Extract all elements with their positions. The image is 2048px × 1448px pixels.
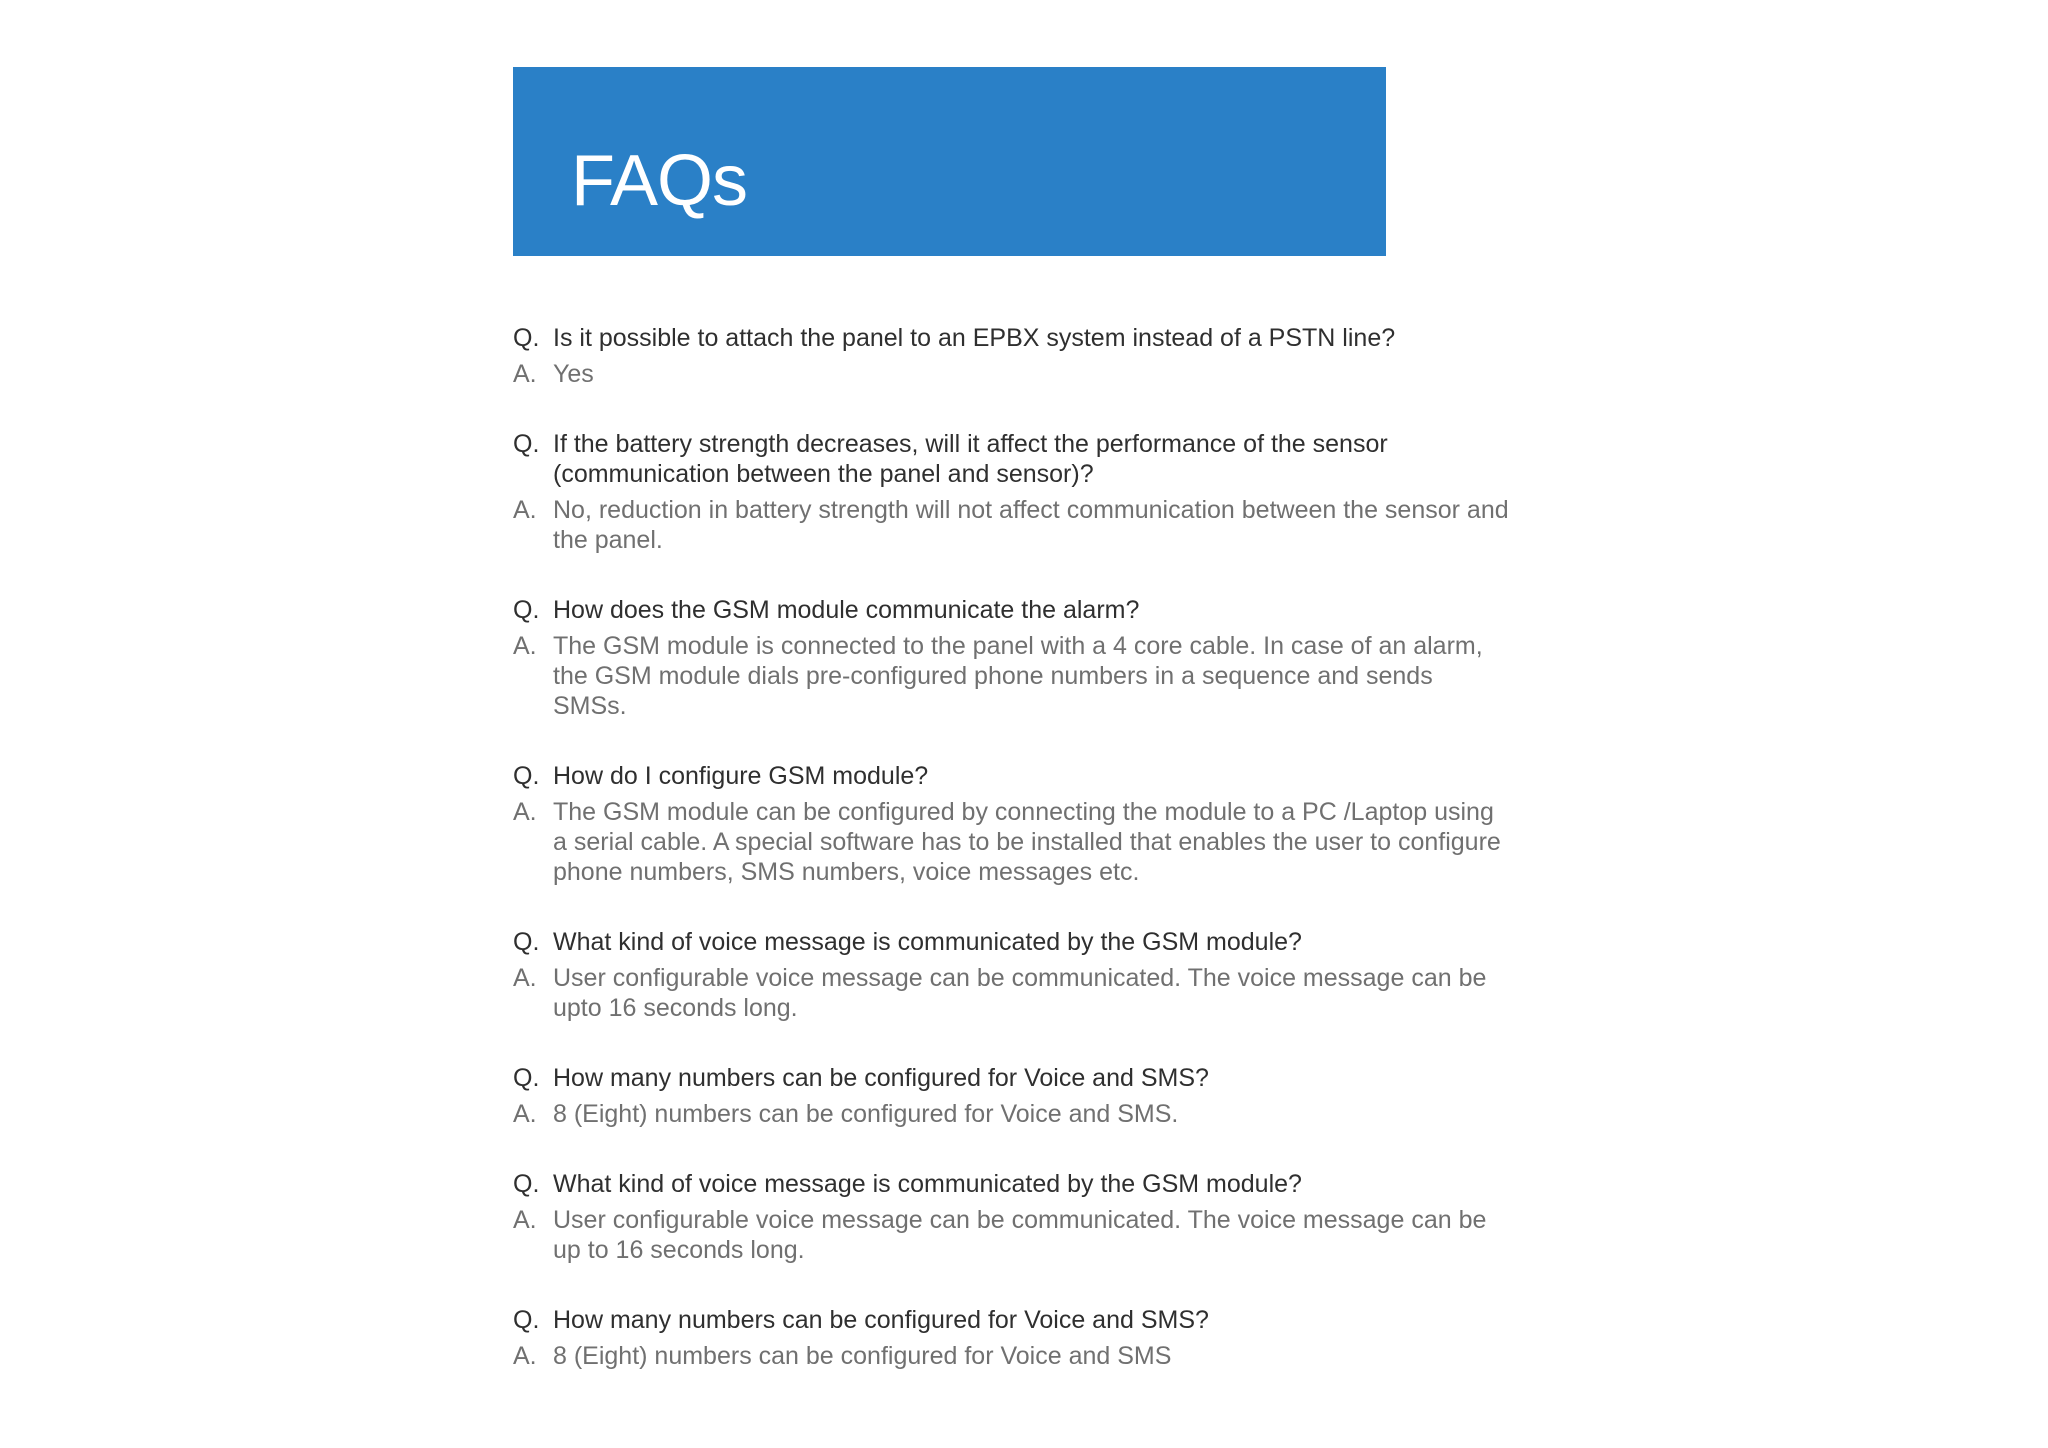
question-marker: Q.: [513, 928, 540, 956]
answer-text: 8 (Eight) numbers can be configured for Voice and SMS.: [553, 1100, 1179, 1128]
answer-marker: A.: [513, 1100, 537, 1128]
faq-item: [513, 1169, 1513, 1265]
question-text: Is it possible to attach the panel to an EPBX system instead of a PSTN line?: [553, 324, 1396, 352]
answer-row: [513, 1099, 1513, 1129]
faq-item: [513, 595, 1513, 721]
answer-marker: A.: [513, 964, 537, 992]
question-row: [513, 595, 1513, 625]
answer-row: [513, 1341, 1513, 1371]
question-text: What kind of voice message is communicated by the GSM module?: [553, 1170, 1302, 1198]
faq-item: [513, 429, 1513, 555]
faq-item: [513, 761, 1513, 887]
question-row: [513, 323, 1513, 353]
faq-list: [513, 323, 1513, 1411]
answer-marker: A.: [513, 1342, 537, 1370]
question-marker: Q.: [513, 430, 540, 458]
question-row: [513, 1305, 1513, 1335]
answer-row: [513, 963, 1513, 1023]
question-text: If the battery strength decreases, will it affect the performance of the sensor (communication between the panel and sensor)?: [553, 430, 1388, 488]
question-text: What kind of voice message is communicated by the GSM module?: [553, 928, 1302, 956]
answer-row: [513, 359, 1513, 389]
answer-text: User configurable voice message can be communicated. The voice message can be up to 16 seconds long.: [553, 1206, 1487, 1264]
faq-item: [513, 1063, 1513, 1129]
question-row: [513, 927, 1513, 957]
faq-item: [513, 927, 1513, 1023]
answer-text: The GSM module is connected to the panel with a 4 core cable. In case of an alarm, the GSM module dials pre-configured phone numbers in a sequence and sends SMSs.: [553, 632, 1483, 720]
faq-item: [513, 1305, 1513, 1371]
answer-text: 8 (Eight) numbers can be configured for Voice and SMS: [553, 1342, 1172, 1370]
question-row: [513, 1063, 1513, 1093]
question-text: How does the GSM module communicate the alarm?: [553, 596, 1140, 624]
answer-marker: A.: [513, 1206, 537, 1234]
answer-text: The GSM module can be configured by connecting the module to a PC /Laptop using a serial cable. A special software has to be installed that enables the user to configure phone numbers, SMS numbers, voice messages etc.: [553, 798, 1501, 886]
question-marker: Q.: [513, 324, 540, 352]
answer-text: User configurable voice message can be communicated. The voice message can be upto 16 seconds long.: [553, 964, 1487, 1022]
question-marker: Q.: [513, 1306, 540, 1334]
answer-row: [513, 797, 1513, 887]
faq-header-banner: [513, 67, 1386, 256]
answer-row: [513, 631, 1513, 721]
answer-marker: A.: [513, 798, 537, 826]
answer-text: No, reduction in battery strength will not affect communication between the sensor and the panel.: [553, 496, 1509, 554]
answer-row: [513, 1205, 1513, 1265]
answer-text: Yes: [553, 360, 594, 388]
faq-item: [513, 323, 1513, 389]
question-row: [513, 429, 1513, 489]
answer-marker: A.: [513, 496, 537, 524]
question-marker: Q.: [513, 762, 540, 790]
answer-marker: A.: [513, 360, 537, 388]
question-row: [513, 1169, 1513, 1199]
question-marker: Q.: [513, 596, 540, 624]
answer-row: [513, 495, 1513, 555]
page-title: FAQs: [571, 141, 748, 221]
question-marker: Q.: [513, 1170, 540, 1198]
question-row: [513, 761, 1513, 791]
question-text: How do I configure GSM module?: [553, 762, 929, 790]
answer-marker: A.: [513, 632, 537, 660]
question-text: How many numbers can be configured for Voice and SMS?: [553, 1306, 1209, 1334]
question-text: How many numbers can be configured for Voice and SMS?: [553, 1064, 1209, 1092]
question-marker: Q.: [513, 1064, 540, 1092]
